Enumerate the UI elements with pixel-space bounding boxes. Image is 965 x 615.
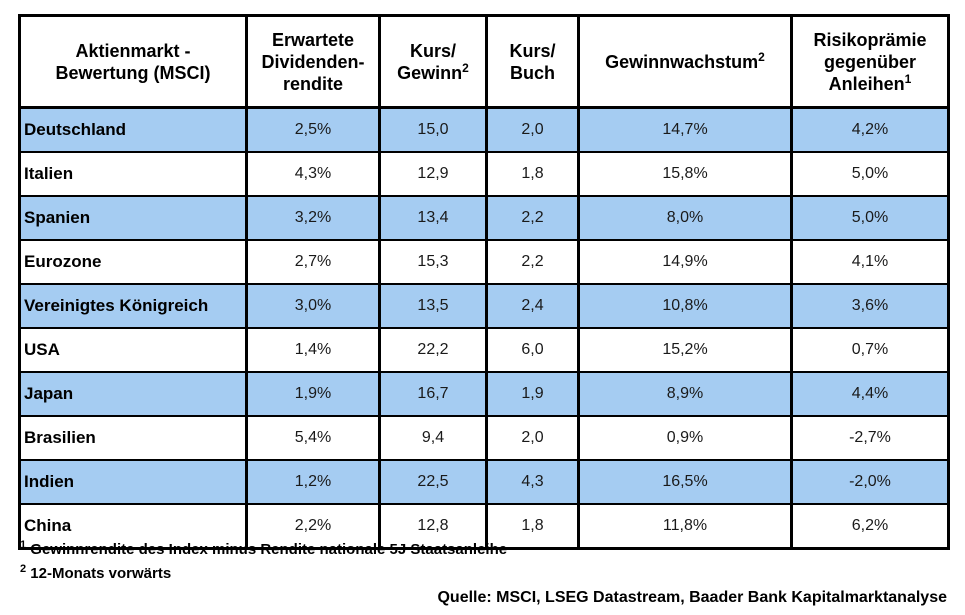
value-cell: 2,5% (247, 108, 380, 153)
header-line: Aktienmarkt - (75, 40, 191, 61)
footnote-2-marker: 2 (20, 563, 27, 575)
value-cell: 15,8% (579, 152, 792, 196)
header-line: Gewinn$^2$ (397, 60, 469, 83)
table-row (20, 372, 949, 416)
footnote-1 (20, 541, 507, 558)
column-header-risk-premium (792, 16, 949, 108)
value-cell: 0,7% (792, 328, 949, 372)
header-line: rendite (282, 73, 343, 94)
valuation-table (18, 14, 950, 550)
column-header-earnings-growth (579, 16, 792, 108)
market-name-cell: Vereinigtes Königreich (20, 284, 247, 328)
value-cell: 5,4% (247, 416, 380, 460)
value-cell: 3,6% (792, 284, 949, 328)
header-row (20, 16, 949, 108)
value-cell: 15,2% (579, 328, 792, 372)
value-cell: 6,0 (487, 328, 579, 372)
value-cell: 1,9 (487, 372, 579, 416)
value-cell: -2,0% (792, 460, 949, 504)
value-cell: 1,8 (487, 152, 579, 196)
value-cell: 15,3 (380, 240, 487, 284)
value-cell: 1,4% (247, 328, 380, 372)
value-cell: 3,2% (247, 196, 380, 240)
value-cell: 0,9% (579, 416, 792, 460)
value-cell: 5,0% (792, 196, 949, 240)
value-cell: 5,0% (792, 152, 949, 196)
market-name-cell: USA (20, 328, 247, 372)
footnote-1-text: Gewinnrendite des Index minus Rendite nationale 5J Staatsanleihe (30, 541, 508, 558)
column-header-dividend-yield (247, 16, 380, 108)
market-name-cell: China (20, 504, 247, 549)
market-name-cell: Deutschland (20, 108, 247, 153)
column-header-market (20, 16, 247, 108)
table-row (20, 416, 949, 460)
value-cell: 13,4 (380, 196, 487, 240)
value-cell: 2,2% (247, 504, 380, 549)
value-cell: 4,4% (792, 372, 949, 416)
table-row (20, 328, 949, 372)
value-cell: 4,3 (487, 460, 579, 504)
value-cell: 16,5% (579, 460, 792, 504)
value-cell: 12,9 (380, 152, 487, 196)
header-line: Risikoprämie (813, 29, 927, 50)
table-row (20, 152, 949, 196)
market-name-cell: Eurozone (20, 240, 247, 284)
value-cell: 11,8% (579, 504, 792, 549)
value-cell: 22,5 (380, 460, 487, 504)
value-cell: 8,9% (579, 372, 792, 416)
header-line: Dividenden- (261, 51, 365, 72)
value-cell: 14,7% (579, 108, 792, 153)
value-cell: 8,0% (579, 196, 792, 240)
value-cell: 4,3% (247, 152, 380, 196)
table-body (20, 108, 949, 549)
table-row (20, 460, 949, 504)
header-line: Kurs/ (409, 40, 456, 61)
value-cell: 10,8% (579, 284, 792, 328)
value-cell: 2,7% (247, 240, 380, 284)
footnote-2-text: 12-Monats vorwärts (30, 565, 172, 582)
value-cell: 12,8 (380, 504, 487, 549)
column-header-price-earnings (380, 16, 487, 108)
value-cell: 2,0 (487, 416, 579, 460)
table-row (20, 196, 949, 240)
table-row (20, 108, 949, 153)
header-line: gegenüber (823, 51, 916, 72)
superscript-footnote-1-ref: 1 (904, 71, 912, 86)
header-line: Gewinnwachstum$^2$ (605, 49, 765, 72)
value-cell: 16,7 (380, 372, 487, 416)
market-name-cell: Spanien (20, 196, 247, 240)
value-cell: 4,2% (792, 108, 949, 153)
value-cell: 22,2 (380, 328, 487, 372)
column-header-price-book (487, 16, 579, 108)
value-cell: 1,2% (247, 460, 380, 504)
market-name-cell: Brasilien (20, 416, 247, 460)
market-name-cell: Indien (20, 460, 247, 504)
header-line: Anleihen$^1$ (828, 71, 912, 94)
value-cell: -2,7% (792, 416, 949, 460)
value-cell: 13,5 (380, 284, 487, 328)
value-cell: 1,8 (487, 504, 579, 549)
header-line: Kurs/ (509, 40, 556, 61)
value-cell: 6,2% (792, 504, 949, 549)
value-cell: 2,4 (487, 284, 579, 328)
value-cell: 1,9% (247, 372, 380, 416)
value-cell: 14,9% (579, 240, 792, 284)
header-line: Erwartete (271, 29, 355, 50)
table-row (20, 284, 949, 328)
value-cell: 15,0 (380, 108, 487, 153)
table-row (20, 240, 949, 284)
value-cell: 2,2 (487, 240, 579, 284)
source-line: Quelle: MSCI, LSEG Datastream, Baader Bank Kapitalmarktanalyse (437, 589, 947, 606)
superscript-footnote-2-ref: 2 (462, 60, 469, 75)
header-line: Buch (510, 62, 555, 83)
footnote-1-marker: 1 (20, 539, 27, 551)
superscript-footnote-2-ref: 2 (758, 49, 765, 64)
footnote-2 (20, 565, 171, 582)
value-cell: 2,2 (487, 196, 579, 240)
value-cell: 3,0% (247, 284, 380, 328)
value-cell: 9,4 (380, 416, 487, 460)
value-cell: 4,1% (792, 240, 949, 284)
header-line: Bewertung (MSCI) (55, 62, 211, 83)
value-cell: 2,0 (487, 108, 579, 153)
market-name-cell: Japan (20, 372, 247, 416)
market-name-cell: Italien (20, 152, 247, 196)
